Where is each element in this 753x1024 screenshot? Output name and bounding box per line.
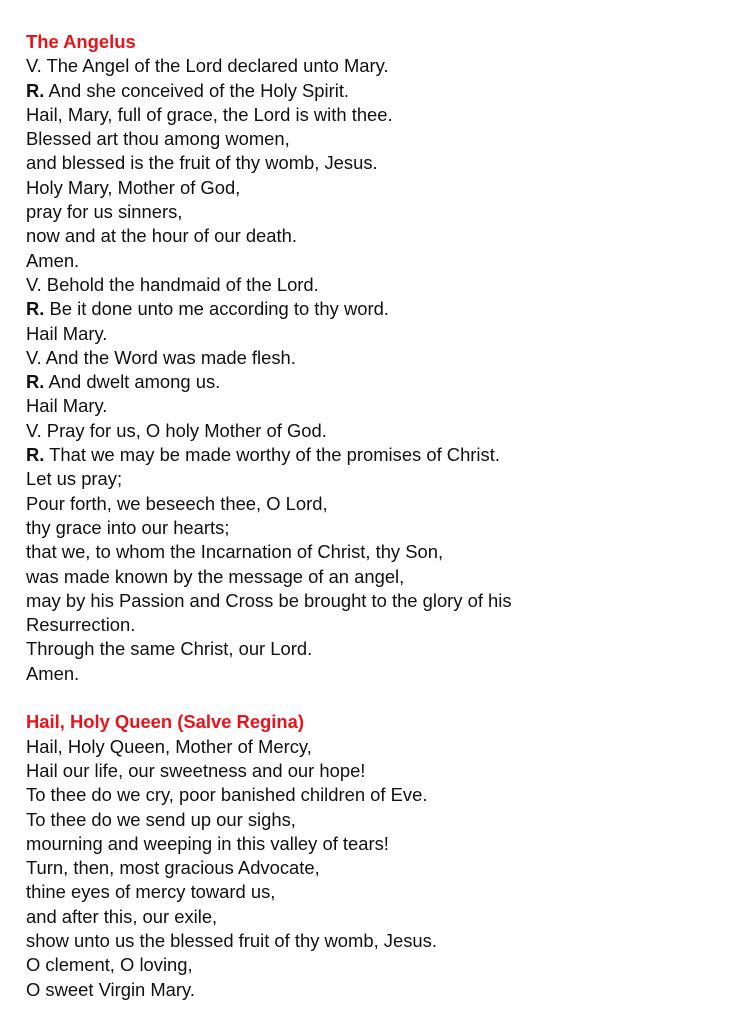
salve-regina-lines: [26, 735, 736, 1002]
prayer-line: [26, 662, 736, 686]
prayer-line-text: may by his Passion and Cross be brought to the glory of his: [26, 589, 512, 611]
angelus-section: [26, 30, 736, 686]
prayer-line-text: show unto us the blessed fruit of thy womb, Jesus.: [26, 929, 437, 951]
response-marker: R.: [26, 79, 45, 101]
prayer-line: [26, 953, 736, 977]
prayer-line-text: Be it done unto me according to thy word.: [44, 298, 389, 320]
prayer-line-text: And dwelt among us.: [44, 371, 221, 393]
prayer-line: [26, 322, 736, 346]
prayer-line: [26, 540, 736, 564]
prayer-line: [26, 200, 736, 224]
prayer-line: [26, 467, 736, 491]
response-marker: R.: [26, 444, 45, 466]
prayer-line: [26, 54, 736, 78]
prayer-line: [26, 419, 736, 443]
prayer-line: [26, 176, 736, 200]
prayer-line-text: Hail our life, our sweetness and our hope!: [26, 759, 366, 781]
prayer-line-text: Amen.: [26, 662, 80, 684]
prayer-line-text: Resurrection.: [26, 614, 136, 636]
prayer-line-text: thy grace into our hearts;: [26, 516, 230, 538]
prayer-line-text: Hail, Holy Queen, Mother of Mercy,: [26, 735, 312, 757]
prayer-line: [26, 273, 736, 297]
prayer-line-text: Blessed art thou among women,: [26, 128, 290, 150]
response-marker: R.: [26, 371, 45, 393]
prayer-line-text: Holy Mary, Mother of God,: [26, 176, 241, 198]
prayer-line-text: And she conceived of the Holy Spirit.: [44, 79, 350, 101]
prayer-line-text: and blessed is the fruit of thy womb, Jesus.: [26, 152, 378, 174]
section-spacer: [26, 686, 736, 710]
prayer-line-text: Hail, Mary, full of grace, the Lord is with thee.: [26, 103, 393, 125]
prayer-line: [26, 394, 736, 418]
prayer-line: [26, 103, 736, 127]
prayer-line-text: thine eyes of mercy toward us,: [26, 881, 276, 903]
prayer-line: [26, 613, 736, 637]
prayer-line: [26, 516, 736, 540]
prayer-line-text: V. The Angel of the Lord declared unto Mary.: [26, 55, 389, 77]
prayer-line-text: that we, to whom the Incarnation of Christ, thy Son,: [26, 541, 444, 563]
prayer-line: [26, 443, 736, 467]
prayer-line: [26, 637, 736, 661]
prayer-line-text: now and at the hour of our death.: [26, 225, 297, 247]
prayer-line-text: O sweet Virgin Mary.: [26, 978, 195, 1000]
prayer-line-text: Let us pray;: [26, 468, 123, 490]
prayer-line: [26, 589, 736, 613]
prayer-line-text: mourning and weeping in this valley of tears!: [26, 832, 389, 854]
prayer-line-text: To thee do we cry, poor banished children of Eve.: [26, 784, 428, 806]
prayer-line: [26, 346, 736, 370]
prayer-line: [26, 224, 736, 248]
prayer-line: [26, 297, 736, 321]
prayer-line-text: Pour forth, we beseech thee, O Lord,: [26, 492, 328, 514]
prayer-line: [26, 905, 736, 929]
prayer-line: [26, 492, 736, 516]
prayer-line-text: That we may be made worthy of the promises of Christ.: [44, 444, 500, 466]
prayer-line-text: To thee do we send up our sighs,: [26, 808, 296, 830]
prayer-line: [26, 735, 736, 759]
prayer-line-text: Through the same Christ, our Lord.: [26, 638, 313, 660]
prayer-line-text: O clement, O loving,: [26, 954, 193, 976]
prayer-line: [26, 249, 736, 273]
prayer-line-text: Hail Mary.: [26, 395, 108, 417]
prayer-line-text: pray for us sinners,: [26, 201, 183, 223]
angelus-title: The Angelus: [26, 31, 136, 52]
prayer-line: [26, 370, 736, 394]
prayer-line-text: Hail Mary.: [26, 322, 108, 344]
prayer-line: [26, 759, 736, 783]
prayer-line: [26, 856, 736, 880]
prayer-line-text: Turn, then, most gracious Advocate,: [26, 857, 320, 879]
prayer-line: [26, 929, 736, 953]
prayer-line: [26, 565, 736, 589]
prayer-line: [26, 151, 736, 175]
prayer-line: [26, 783, 736, 807]
salve-regina-title: Hail, Holy Queen (Salve Regina): [26, 711, 304, 733]
prayer-line-text: V. Behold the handmaid of the Lord.: [26, 273, 319, 295]
prayer-line-text: V. And the Word was made flesh.: [26, 346, 296, 368]
prayer-line: [26, 832, 736, 856]
prayer-line-text: and after this, our exile,: [26, 905, 218, 927]
salve-regina-section: [26, 710, 736, 1002]
response-marker: R.: [26, 298, 45, 320]
prayer-line: [26, 79, 736, 103]
prayer-line-text: V. Pray for us, O holy Mother of God.: [26, 419, 327, 441]
prayer-line: [26, 808, 736, 832]
prayer-line: [26, 880, 736, 904]
prayer-page: [26, 30, 736, 1002]
prayer-line: [26, 127, 736, 151]
prayer-line: [26, 978, 736, 1002]
prayer-line-text: was made known by the message of an angel,: [26, 565, 405, 587]
angelus-lines: [26, 54, 736, 686]
prayer-line-text: Amen.: [26, 249, 80, 271]
